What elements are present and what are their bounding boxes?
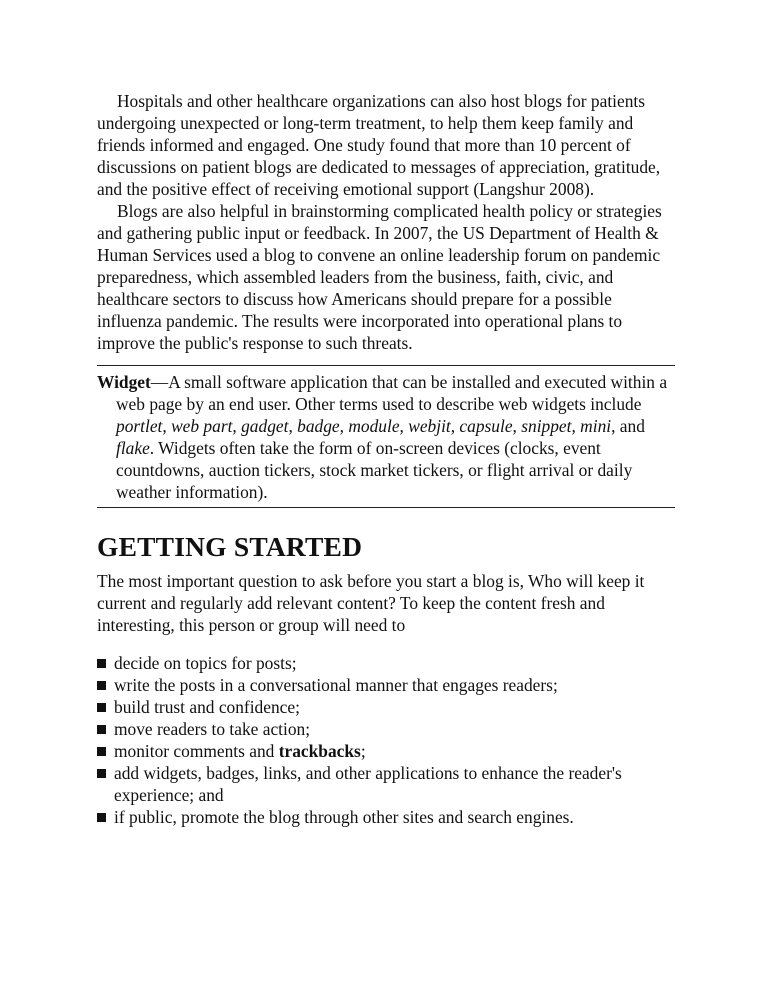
page-content: [97, 90, 675, 828]
list-item: if public, promote the blog through other sites and search engines.: [97, 806, 675, 828]
paragraph-patient-blogs: Hospitals and other healthcare organizations can also host blogs for patients undergoing unexpected or long-term treatment, to help them keep family and friends informed and engaged. One study found that more than 10 percent of discussions on patient blogs are dedicated to messages of appreciation, gratitude, and the positive effect of receiving emotional support (Langshur 2008).: [97, 91, 661, 199]
paragraph-policy-blogs: Blogs are also helpful in brainstorming complicated health policy or strategies and gathering public input or feedback. In 2007, the US Department of Health & Human Services used a blog to convene an online leadership forum on pandemic preparedness, which assembled leaders from the business, faith, civic, and healthcare sectors to discuss how Americans should prepare for a possible influenza pandemic. The results were incorporated into operational plans to improve the public's response to such threats.: [97, 201, 662, 353]
definition-alt-term-last: flake: [116, 438, 150, 458]
list-item: write the posts in a conversational manner that engages readers;: [97, 674, 675, 696]
list-item: decide on topics for posts;: [97, 652, 675, 674]
section-intro: The most important question to ask before you start a blog is, Who will keep it current and regularly add relevant content? To keep the content fresh and interesting, this person or group will need to: [97, 571, 645, 635]
list-item: monitor comments and trackbacks;: [97, 740, 675, 762]
trackbacks-term: trackbacks: [278, 741, 361, 761]
definition-and: , and: [611, 416, 645, 436]
square-bullet-icon: [97, 769, 106, 778]
definition-text-2: . Widgets often take the form of on-screen devices (clocks, event countdowns, auction tickers, stock market tickers, or flight arrival or daily weather information).: [116, 438, 633, 502]
task-list: [97, 652, 675, 828]
definition-alt-terms: portlet, web part, gadget, badge, module, webjit, capsule, snippet, mini: [116, 416, 612, 436]
list-item: add widgets, badges, links, and other applications to enhance the reader's experience; and: [97, 762, 675, 806]
definition-text-1: A small software application that can be installed and executed within a web page by an end user. Other terms used to describe web widgets include: [116, 372, 668, 414]
section-heading: GETTING STARTED: [97, 531, 363, 562]
definition-term: Widget: [97, 372, 151, 392]
square-bullet-icon: [97, 703, 106, 712]
square-bullet-icon: [97, 813, 106, 822]
definition-dash: —: [150, 372, 169, 392]
square-bullet-icon: [97, 725, 106, 734]
square-bullet-icon: [97, 659, 106, 668]
widget-definition-box: [97, 365, 675, 508]
square-bullet-icon: [97, 747, 106, 756]
list-item: move readers to take action;: [97, 718, 675, 740]
square-bullet-icon: [97, 681, 106, 690]
widget-definition: [97, 371, 675, 503]
list-item: build trust and confidence;: [97, 696, 675, 718]
